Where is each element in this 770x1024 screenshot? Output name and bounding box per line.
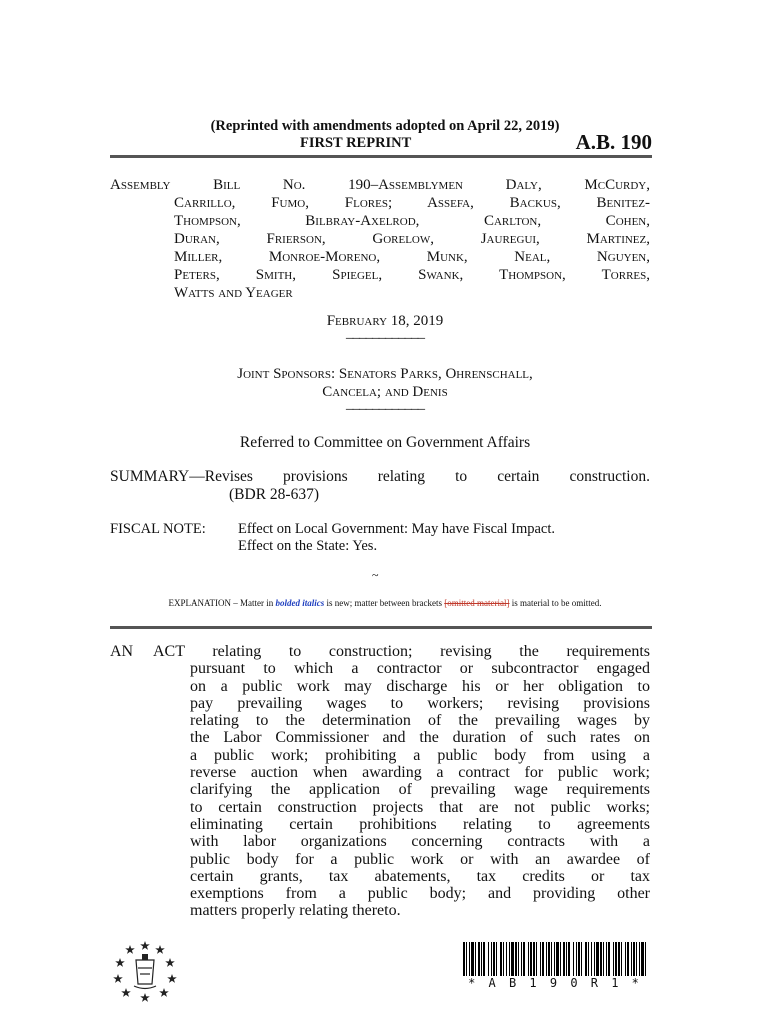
act-line: on a public work may discharge his or her obligation to bbox=[190, 677, 650, 695]
act-title bbox=[110, 643, 650, 920]
summary-text: SUMMARY—Revises provisions relating to certain construction. bbox=[110, 468, 650, 485]
explanation-middle: is new; matter between brackets bbox=[326, 598, 442, 608]
act-line: a public work; prohibiting a public body from using a bbox=[190, 746, 650, 764]
act-line: exemptions from a public body; and providing other bbox=[190, 885, 650, 903]
act-line-last: matters properly relating thereto. bbox=[190, 902, 401, 920]
sponsor-line: Peters, Smith, Spiegel, Swank, Thompson, Torres, bbox=[174, 267, 650, 283]
act-line: clarifying the application of prevailing wage requirements bbox=[190, 781, 650, 799]
act-line: pay prevailing wages to workers; revising provisions bbox=[190, 694, 650, 712]
sponsor-line: Carrillo, Fumo, Flores; Assefa, Backus, Benitez- bbox=[174, 195, 650, 211]
tilde-mark: ~ bbox=[372, 568, 379, 582]
barcode-text: * A B 1 9 0 R 1 * bbox=[468, 976, 642, 990]
joint-sponsors-line1: Joint Sponsors: Senators Parks, Ohrenschall, bbox=[237, 366, 533, 382]
act-line: eliminating certain prohibitions relating to agreements bbox=[190, 815, 650, 833]
act-first-word: AN bbox=[110, 643, 134, 660]
body-divider bbox=[110, 626, 652, 629]
fiscal-note-local: Effect on Local Government: May have Fiscal Impact. bbox=[238, 521, 556, 537]
reprint-label: FIRST REPRINT bbox=[300, 135, 412, 151]
dash-separator: ____________ bbox=[346, 325, 424, 341]
explanation-prefix: EXPLANATION – Matter in bbox=[168, 598, 274, 608]
act-line: pursuant to which a contractor or subcontractor engaged bbox=[190, 660, 650, 678]
sponsor-line: Miller, Monroe-Moreno, Munk, Neal, Nguyen, bbox=[174, 249, 650, 265]
joint-sponsors-line2: Cancela; and Denis bbox=[322, 384, 448, 400]
act-line: the Labor Commissioner and the duration of such rates on bbox=[190, 729, 650, 747]
sponsor-block bbox=[110, 176, 650, 302]
dash-separator: ____________ bbox=[346, 396, 424, 412]
sponsor-line-first: Assembly Bill No. 190–Assemblymen Daly, McCurdy, bbox=[110, 177, 650, 193]
barcode-icon bbox=[462, 942, 648, 976]
summary bbox=[110, 468, 650, 504]
reprint-note: (Reprinted with amendments adopted on April 22, 2019) bbox=[210, 118, 560, 134]
act-line: public body for a public work or with an awardee of bbox=[190, 850, 650, 868]
act-line-first bbox=[110, 643, 650, 660]
act-first-rest: ACT relating to construction; revising the requirements bbox=[153, 643, 650, 660]
sponsor-line: Thompson, Bilbray-Axelrod, Carlton, Cohen, bbox=[174, 213, 650, 229]
sponsor-line-last: Watts and Yeager bbox=[174, 285, 293, 301]
explanation-suffix: is material to be omitted. bbox=[511, 598, 602, 608]
act-line: to certain construction projects that are not public works; bbox=[190, 798, 650, 816]
summary-bdr: (BDR 28-637) bbox=[229, 486, 319, 503]
act-line: with labor organizations concerning contracts with a bbox=[190, 833, 650, 851]
bill-number: A.B. 190 bbox=[575, 130, 652, 154]
explanation-added: bolded italics bbox=[275, 598, 325, 608]
header-divider bbox=[110, 155, 652, 158]
fiscal-note-state: Effect on the State: Yes. bbox=[238, 538, 378, 554]
fiscal-note-label: FISCAL NOTE: bbox=[110, 521, 206, 537]
state-seal-icon bbox=[112, 938, 178, 1004]
committee-referral: Referred to Committee on Government Affairs bbox=[239, 434, 531, 451]
explanation bbox=[0, 598, 770, 608]
introduced-date: February 18, 2019 bbox=[326, 313, 444, 329]
explanation-omitted: [omitted material] bbox=[444, 598, 510, 608]
fiscal-note bbox=[110, 521, 555, 555]
act-line: certain grants, tax abatements, tax credits or tax bbox=[190, 867, 650, 885]
sponsor-line: Duran, Frierson, Gorelow, Jauregui, Martinez, bbox=[174, 231, 650, 247]
act-line: relating to the determination of the prevailing wages by bbox=[190, 712, 650, 730]
act-line: reverse auction when awarding a contract for public work; bbox=[190, 764, 650, 782]
